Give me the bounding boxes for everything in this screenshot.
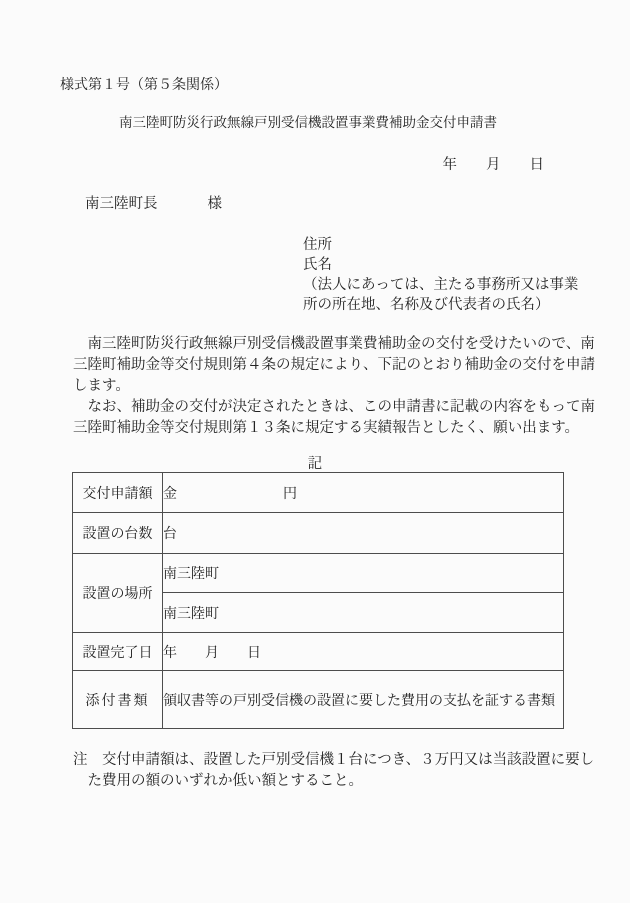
row-label-unit-count: 設置の台数 xyxy=(73,513,163,554)
application-table xyxy=(72,472,564,729)
table-row-completion-date xyxy=(73,633,564,671)
row-value-unit-count: 台 xyxy=(163,513,564,554)
applicant-block xyxy=(303,235,578,315)
applicant-address-label: 住所 xyxy=(303,237,332,253)
record-marker: 記 xyxy=(307,456,323,472)
body-line: なお、補助金の交付が決定されたときは、この申請書に記載の内容をもって南 xyxy=(73,399,595,415)
document-title: 南三陸町防災行政無線戸別受信機設置事業費補助金交付申請書 xyxy=(119,115,497,130)
footnote xyxy=(73,750,594,792)
applicant-corp-note-line1: （法人にあっては、主たる事務所又は事業 xyxy=(303,277,579,293)
table-row-application-amount xyxy=(73,473,564,513)
addressee-line xyxy=(85,192,222,213)
amount-prefix: 金 xyxy=(163,486,177,502)
form-number: 様式第１号（第５条関係） xyxy=(60,78,228,93)
body-text xyxy=(73,334,605,439)
applicant-name-label: 氏名 xyxy=(303,257,332,273)
row-value-application-amount xyxy=(163,473,564,513)
body-line: 三陸町補助金等交付規則第４条の規定により、下記のとおり補助金の交付を申請 xyxy=(73,357,595,373)
row-value-installation-place-2: 南三陸町 xyxy=(163,593,564,633)
table-row-installation-place-1 xyxy=(73,554,564,593)
date-line: 年 月 日 xyxy=(442,157,544,173)
row-value-completion-date: 年 月 日 xyxy=(163,633,564,671)
addressee-honorific: 様 xyxy=(207,196,222,212)
body-line: します。 xyxy=(73,378,130,394)
table-row-attached-documents xyxy=(73,671,564,729)
body-line: 南三陸町防災行政無線戸別受信機設置事業費補助金の交付を受けたいので、南 xyxy=(73,336,595,352)
row-value-attached-documents: 領収書等の戸別受信機の設置に要した費用の支払を証する書類 xyxy=(163,671,564,729)
row-label-installation-place: 設置の場所 xyxy=(73,554,163,633)
row-label-completion-date: 設置完了日 xyxy=(73,633,163,671)
footnote-line: 注 交付申請額は、設置した戸別受信機１台につき、３万円又は当該設置に要し xyxy=(73,752,595,768)
row-label-application-amount: 交付申請額 xyxy=(73,473,163,513)
amount-suffix: 円 xyxy=(283,486,297,502)
row-value-installation-place-1: 南三陸町 xyxy=(163,554,564,593)
addressee-name: 南三陸町長 xyxy=(85,196,158,212)
body-line: 三陸町補助金等交付規則第１３条に規定する実績報告としたく、願い出ます。 xyxy=(73,420,580,436)
row-label-attached-documents: 添付書類 xyxy=(73,671,163,729)
applicant-corp-note-line2: 所の所在地、名称及び代表者の氏名） xyxy=(303,297,550,313)
footnote-line: た費用の額のいずれか低い額とすること。 xyxy=(73,773,363,789)
table-row-unit-count xyxy=(73,513,564,554)
